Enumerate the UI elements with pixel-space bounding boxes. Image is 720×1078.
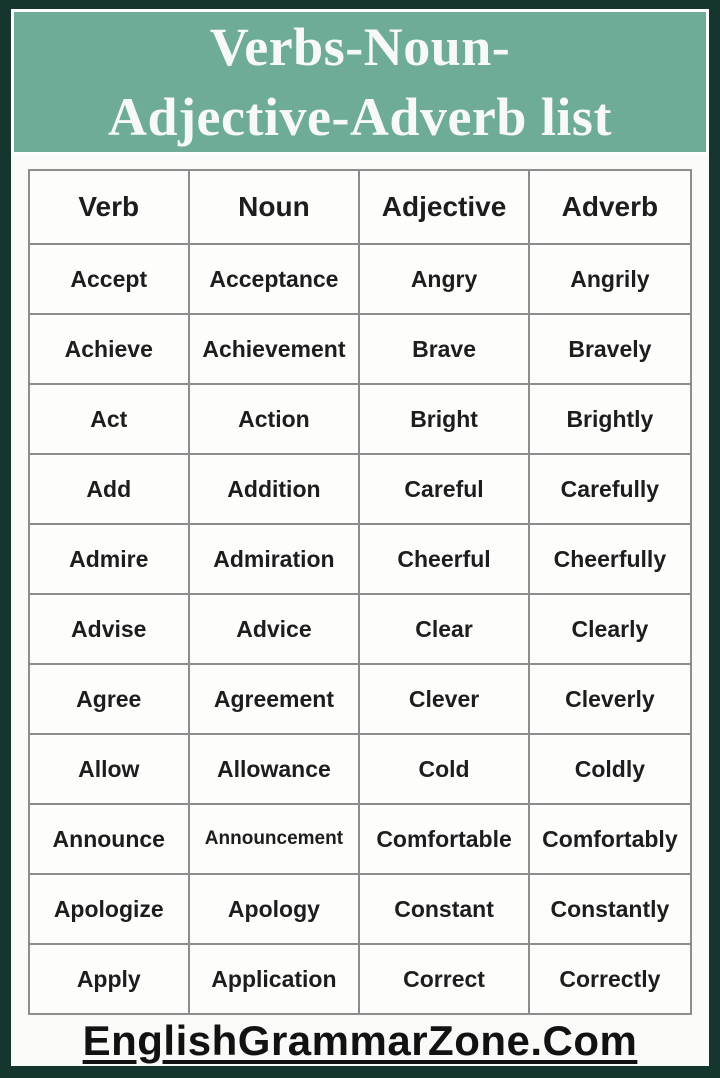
table-cell: Clear	[359, 594, 528, 664]
footer	[11, 1015, 709, 1066]
table-cell: Clever	[359, 664, 528, 734]
page-title-line-2: Adjective-Adverb list	[108, 87, 612, 148]
table-row	[29, 314, 691, 384]
table-row	[29, 944, 691, 1014]
table-cell: Achieve	[29, 314, 189, 384]
table-cell: Action	[189, 384, 360, 454]
site-watermark: EnglishGrammarZone.Com	[82, 1016, 638, 1064]
title-banner	[11, 9, 709, 155]
table-cell: Angrily	[529, 244, 691, 314]
table-cell: Cleverly	[529, 664, 691, 734]
table-cell: Accept	[29, 244, 189, 314]
table-header-row	[29, 170, 691, 244]
table-cell: Brightly	[529, 384, 691, 454]
table-cell: Admire	[29, 524, 189, 594]
table-cell: Bright	[359, 384, 528, 454]
page-title-line-1: Verbs-Noun-	[209, 17, 511, 77]
table-cell: Admiration	[189, 524, 360, 594]
table-cell: Cheerful	[359, 524, 528, 594]
column-header-noun: Noun	[189, 170, 360, 244]
table-cell: Coldly	[529, 734, 691, 804]
table-container	[28, 169, 692, 1015]
table-cell: Comfortable	[359, 804, 528, 874]
table-row	[29, 244, 691, 314]
table-cell: Agree	[29, 664, 189, 734]
table-cell: Correct	[359, 944, 528, 1014]
table-cell: Bravely	[529, 314, 691, 384]
table-cell: Clearly	[529, 594, 691, 664]
table-cell: Advice	[189, 594, 360, 664]
table-cell: Constantly	[529, 874, 691, 944]
table-cell: Apply	[29, 944, 189, 1014]
table-row	[29, 874, 691, 944]
table-cell: Add	[29, 454, 189, 524]
table-row	[29, 734, 691, 804]
table-cell: Addition	[189, 454, 360, 524]
table-cell: Allow	[29, 734, 189, 804]
table-cell: Constant	[359, 874, 528, 944]
table-cell: Allowance	[189, 734, 360, 804]
table-cell: Apology	[189, 874, 360, 944]
table-row	[29, 664, 691, 734]
table-cell: Cheerfully	[529, 524, 691, 594]
table-cell: Cold	[359, 734, 528, 804]
word-forms-table	[28, 169, 692, 1015]
table-cell: Angry	[359, 244, 528, 314]
table-cell: Act	[29, 384, 189, 454]
table-cell: Application	[189, 944, 360, 1014]
table-cell: Agreement	[189, 664, 360, 734]
table-cell: Advise	[29, 594, 189, 664]
content-area	[11, 9, 709, 1066]
table-row	[29, 384, 691, 454]
column-header-verb: Verb	[29, 170, 189, 244]
column-header-adjective: Adjective	[359, 170, 528, 244]
table-cell: Announcement	[189, 804, 360, 874]
table-row	[29, 524, 691, 594]
table-cell: Comfortably	[529, 804, 691, 874]
page-title	[108, 12, 612, 152]
table-cell: Announce	[29, 804, 189, 874]
table-row	[29, 594, 691, 664]
table-row	[29, 804, 691, 874]
table-cell: Correctly	[529, 944, 691, 1014]
table-cell: Acceptance	[189, 244, 360, 314]
table-cell: Achievement	[189, 314, 360, 384]
table-cell: Careful	[359, 454, 528, 524]
table-row	[29, 454, 691, 524]
table-cell: Brave	[359, 314, 528, 384]
table-cell: Carefully	[529, 454, 691, 524]
table-cell: Apologize	[29, 874, 189, 944]
column-header-adverb: Adverb	[529, 170, 691, 244]
